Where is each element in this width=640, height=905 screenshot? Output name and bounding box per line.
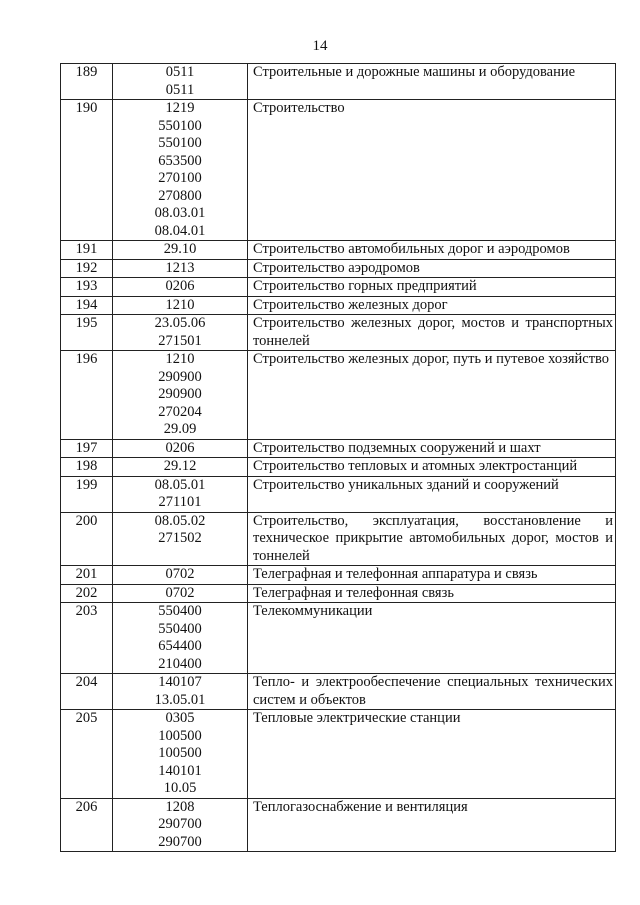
specialty-codes	[113, 476, 248, 512]
specialty-name: Телеграфная и телефонная аппаратура и связь	[248, 566, 616, 585]
specialty-codes	[113, 798, 248, 852]
specialty-code: 13.05.01	[154, 691, 206, 708]
specialty-code: 290900	[158, 368, 202, 385]
table-row	[61, 100, 616, 241]
specialty-name: Строительство железных дорог, путь и путевое хозяйство	[248, 351, 616, 440]
specialty-code: 0305	[165, 710, 195, 726]
table-row	[61, 798, 616, 852]
specialty-name: Строительные и дорожные машины и оборудование	[248, 64, 616, 100]
table-row	[61, 512, 616, 566]
table-row	[61, 439, 616, 458]
table-row	[61, 674, 616, 710]
row-number: 197	[61, 439, 113, 458]
row-number: 203	[61, 603, 113, 674]
specialty-code: 271501	[158, 332, 202, 349]
specialty-code: 550400	[158, 603, 202, 619]
specialty-code: 653500	[158, 152, 202, 169]
table-row	[61, 566, 616, 585]
specialty-name: Строительство подземных сооружений и шахт	[248, 439, 616, 458]
specialty-code: 0511	[165, 64, 195, 80]
specialty-code: 08.04.01	[154, 222, 206, 239]
specialty-codes	[113, 674, 248, 710]
specialty-code: 550100	[158, 117, 202, 134]
row-number: 191	[61, 241, 113, 260]
specialty-code: 654400	[158, 638, 202, 654]
specialty-name: Строительство, эксплуатация, восстановление и техническое прикрытие автомобильных дорог, мостов и тоннелей	[248, 512, 616, 566]
specialty-code: 270100	[158, 170, 202, 186]
specialty-code: 100500	[158, 745, 202, 761]
specialty-code: 23.05.06	[154, 315, 206, 331]
row-number: 194	[61, 296, 113, 315]
row-number: 193	[61, 278, 113, 297]
row-number: 192	[61, 259, 113, 278]
row-number: 205	[61, 710, 113, 799]
table-row	[61, 458, 616, 477]
table-row	[61, 315, 616, 351]
row-number: 190	[61, 100, 113, 241]
specialty-name: Строительство автомобильных дорог и аэродромов	[248, 241, 616, 260]
specialty-name: Телеграфная и телефонная связь	[248, 584, 616, 603]
specialty-code: 0206	[165, 278, 195, 294]
specialty-code: 271101	[158, 494, 202, 510]
row-number: 202	[61, 584, 113, 603]
row-number: 198	[61, 458, 113, 477]
row-number: 196	[61, 351, 113, 440]
specialty-table	[60, 63, 616, 852]
specialty-codes	[113, 64, 248, 100]
specialty-code: 10.05	[163, 780, 197, 796]
specialty-name: Строительство аэродромов	[248, 259, 616, 278]
table-row	[61, 603, 616, 674]
specialty-code: 290700	[158, 816, 202, 832]
specialty-codes	[113, 241, 248, 260]
specialty-name: Строительство железных дорог	[248, 296, 616, 315]
row-number: 206	[61, 798, 113, 852]
specialty-code: 1210	[165, 296, 195, 313]
row-number: 189	[61, 64, 113, 100]
page-number: 14	[312, 38, 328, 54]
specialty-codes	[113, 259, 248, 278]
specialty-code: 29.09	[163, 421, 197, 437]
row-number: 199	[61, 476, 113, 512]
specialty-codes	[113, 512, 248, 566]
specialty-name: Тепловые электрические станции	[248, 710, 616, 799]
table-row	[61, 351, 616, 440]
specialty-codes	[113, 315, 248, 351]
table-row	[61, 241, 616, 260]
specialty-codes	[113, 296, 248, 315]
specialty-name: Тепло- и электрообеспечение специальных технических систем и объектов	[248, 674, 616, 710]
specialty-name: Строительство тепловых и атомных электростанций	[248, 458, 616, 477]
specialty-code: 0511	[165, 81, 195, 98]
table-body	[61, 64, 616, 852]
specialty-code: 0206	[165, 439, 195, 456]
specialty-code: 210400	[158, 655, 202, 672]
specialty-code: 550100	[158, 135, 202, 151]
specialty-code: 1210	[165, 351, 195, 367]
specialty-code: 290700	[158, 833, 202, 850]
specialty-code: 29.12	[163, 458, 197, 474]
specialty-name: Строительство уникальных зданий и сооружений	[248, 476, 616, 512]
specialty-codes	[113, 566, 248, 585]
specialty-name: Строительство	[248, 100, 616, 241]
specialty-code: 08.05.01	[154, 476, 206, 493]
table-row	[61, 584, 616, 603]
specialty-code: 270800	[158, 187, 202, 204]
specialty-code: 270204	[158, 403, 202, 420]
row-number: 200	[61, 512, 113, 566]
table-row	[61, 259, 616, 278]
specialty-code: 290900	[158, 386, 202, 402]
table-row	[61, 278, 616, 297]
specialty-code: 08.05.02	[154, 512, 206, 529]
specialty-codes	[113, 603, 248, 674]
specialty-code: 29.10	[163, 241, 197, 257]
specialty-code: 1219	[165, 100, 195, 116]
table-row	[61, 64, 616, 100]
row-number: 204	[61, 674, 113, 710]
specialty-codes	[113, 439, 248, 458]
specialty-codes	[113, 100, 248, 241]
specialty-codes	[113, 710, 248, 799]
table-row	[61, 476, 616, 512]
specialty-codes	[113, 351, 248, 440]
specialty-name: Теплогазоснабжение и вентиляция	[248, 798, 616, 852]
specialty-code: 1213	[165, 259, 195, 276]
specialty-code: 0702	[165, 584, 195, 601]
specialty-code: 271502	[158, 530, 202, 546]
specialty-code: 140101	[158, 762, 202, 779]
table-row	[61, 710, 616, 799]
specialty-codes	[113, 458, 248, 477]
specialty-name: Строительство горных предприятий	[248, 278, 616, 297]
specialty-code: 1208	[165, 798, 195, 815]
specialty-name: Строительство железных дорог, мостов и транспортных тоннелей	[248, 315, 616, 351]
specialty-code: 08.03.01	[154, 205, 206, 221]
specialty-codes	[113, 278, 248, 297]
specialty-name: Телекоммуникации	[248, 603, 616, 674]
specialty-code: 140107	[158, 674, 202, 690]
specialty-code: 0702	[165, 566, 195, 582]
row-number: 201	[61, 566, 113, 585]
table-row	[61, 296, 616, 315]
row-number: 195	[61, 315, 113, 351]
specialty-codes	[113, 584, 248, 603]
specialty-code: 550400	[158, 620, 202, 637]
specialty-code: 100500	[158, 727, 202, 744]
